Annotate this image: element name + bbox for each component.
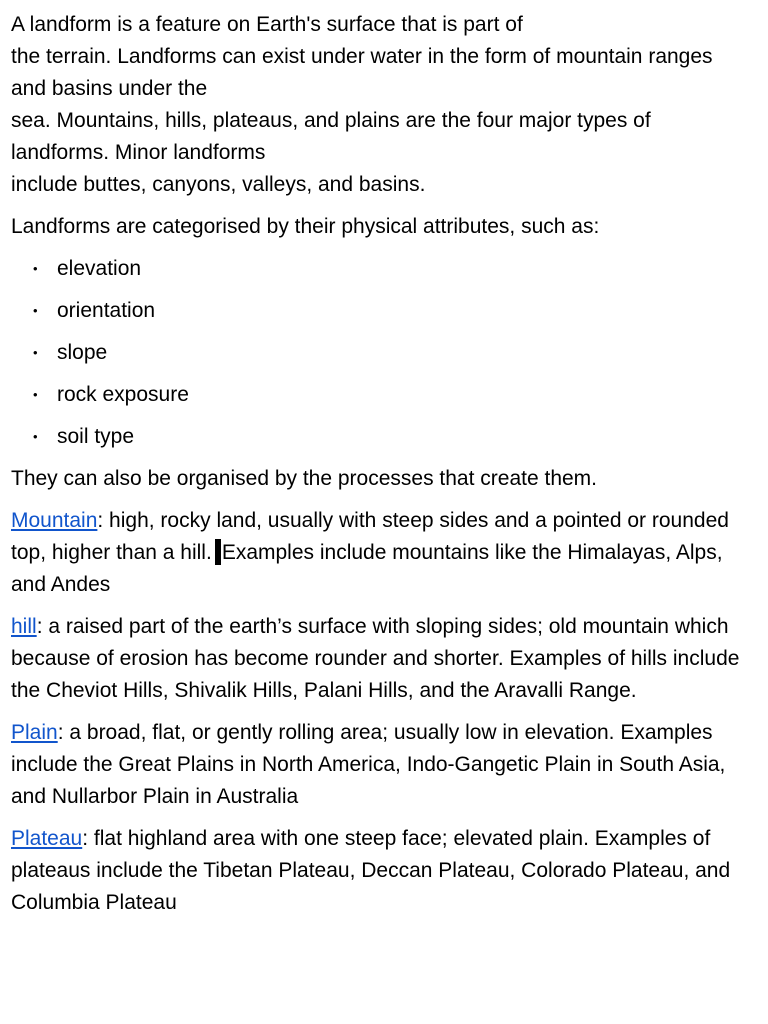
- list-item-label: soil type: [57, 425, 135, 448]
- intro-line: the terrain. Landforms can exist under water in the form of mountain ranges and basins under the: [11, 45, 713, 100]
- bullet-icon: •: [33, 303, 38, 318]
- processes-paragraph: They can also be organised by the processes that create them.: [11, 467, 598, 490]
- plain-definition: [11, 717, 750, 813]
- mountain-definition: [11, 505, 750, 601]
- plateau-description: : flat highland area with one steep face; elevated plain. Examples of plateaus include the Tibetan Plateau, Deccan Plateau, Colorado Plateau, and Columbia Plateau: [11, 827, 731, 914]
- hill-definition: [11, 611, 750, 707]
- list-item: [11, 253, 750, 285]
- intro-line: sea. Mountains, hills, plateaus, and plains are the four major types of landforms. Minor landforms: [11, 109, 651, 164]
- mountain-link[interactable]: Mountain: [11, 509, 98, 532]
- list-item: [11, 295, 750, 327]
- hill-link[interactable]: hill: [11, 615, 37, 638]
- intro-line: A landform is a feature on Earth's surface that is part of: [11, 13, 523, 36]
- bullet-icon: •: [33, 345, 38, 360]
- plain-link[interactable]: Plain: [11, 721, 58, 744]
- plateau-definition: [11, 823, 750, 919]
- text-cursor: [215, 539, 221, 565]
- bullet-icon: •: [33, 387, 38, 402]
- list-item-label: elevation: [57, 257, 142, 280]
- attributes-intro: Landforms are categorised by their physical attributes, such as:: [11, 215, 600, 238]
- bullet-icon: •: [33, 261, 38, 276]
- list-item-label: orientation: [57, 299, 156, 322]
- bullet-icon: •: [33, 429, 38, 444]
- list-item: [11, 379, 750, 411]
- mountain-description: : high, rocky land, usually with steep sides and a pointed or rounded top, higher than a hill.: [11, 509, 729, 564]
- list-item: [11, 421, 750, 453]
- plateau-link[interactable]: Plateau: [11, 827, 83, 850]
- attributes-list: [11, 253, 750, 453]
- list-item-label: rock exposure: [57, 383, 189, 406]
- mountain-examples: Examples include mountains like the Himalayas, Alps, and Andes: [11, 541, 723, 596]
- plain-description: : a broad, flat, or gently rolling area; usually low in elevation. Examples include the Great Plains in North America, Indo-Gangetic Plain in South Asia, and Nullarbor Plain in Australia: [11, 721, 726, 808]
- list-item-label: slope: [57, 341, 108, 364]
- intro-line: include buttes, canyons, valleys, and basins.: [11, 173, 426, 196]
- intro-paragraph: [11, 9, 750, 201]
- hill-description: : a raised part of the earth’s surface with sloping sides; old mountain which because of erosion has become rounder and shorter. Examples of hills include the Cheviot Hills, Shivalik Hills, Palani Hills, and the Aravalli Range.: [11, 615, 740, 702]
- list-item: [11, 337, 750, 369]
